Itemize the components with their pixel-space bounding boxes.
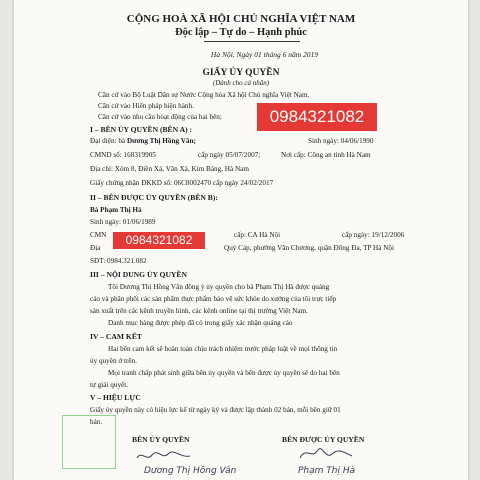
phone-banner: 0984321082 <box>113 232 205 249</box>
party-a-rep-label: Đại diện: bà <box>90 137 126 145</box>
signature-right-scribble <box>296 444 356 464</box>
commit-line: Mọi tranh chấp phát sinh giữa bên ủy quyền và bên được ủy quyền sẽ do hai bên <box>108 369 340 377</box>
party-a-cmnd: CMND số: 168319905 <box>90 151 156 159</box>
party-b-cmnd-prefix: CMN <box>90 231 107 239</box>
document-subtitle: (Dành cho cá nhân) <box>212 79 270 87</box>
signature-right-label: BÊN ĐƯỢC ỦY QUYỀN <box>282 435 365 444</box>
party-a-heading: I – BÊN ỦY QUYỀN (BÊN A) : <box>90 125 193 134</box>
party-b-address-prefix: Địa <box>90 244 101 252</box>
content-line: cáo và phân phối các sản phẩm thực phẩm bảo vệ sức khỏe do xưởng của tôi trực tiếp <box>90 295 337 303</box>
party-a-business-reg: Giấy chứng nhận ĐKKD số: 06C8002470 cấp ngày 24/02/2017 <box>90 179 274 187</box>
party-a-address: Địa chỉ: Xóm 8, Điền Xá, Văn Xá, Kim Bảng, Hà Nam <box>90 165 249 173</box>
validity-line: Giấy ủy quyền này có hiệu lực kể từ ngày ký và được lập thành 02 bản, mỗi bên giữ 01 <box>90 406 341 414</box>
basis-line: Căn cứ vào Bộ Luật Dân sự Nước Cộng hòa Xã hội Chủ nghĩa Việt Nam. <box>98 91 310 99</box>
signature-left-name: Dương Thị Hồng Vân <box>144 466 237 476</box>
validity-line: bản. <box>90 418 103 426</box>
national-title: CỘNG HOÀ XÃ HỘI CHỦ NGHĨA VIỆT NAM <box>126 13 356 25</box>
party-a-dob: Sinh ngày: 04/06/1990 <box>308 137 374 145</box>
party-b-phone: SĐT: 0984.321.082 <box>90 257 147 265</box>
motto-underline <box>204 41 300 42</box>
party-a-rep-name: Dương Thị Hồng Vân; <box>126 137 196 145</box>
party-b-name: Bà Phạm Thị Hà <box>90 206 142 214</box>
party-b-issue-place: cấp: CA Hà Nội <box>234 231 281 239</box>
commit-line: ủy quyền ở trên. <box>90 357 137 365</box>
motto: Độc lập – Tự do – Hạnh phúc <box>175 27 307 38</box>
content-line: Danh mục hàng được phép đã có trong giấy xác nhận quảng cáo <box>108 319 293 327</box>
commit-line: Hai bên cam kết sẽ hoàn toàn chịu trách nhiệm trước pháp luật về mọi thông tin <box>108 345 338 353</box>
document-title: GIẤY ỦY QUYỀN <box>202 68 280 78</box>
party-a-rep <box>90 138 196 145</box>
party-b-issue-date: cấp ngày: 19/12/2006 <box>342 231 405 239</box>
phone-banner: 0984321082 <box>257 103 377 131</box>
content-heading: III – NỘI DUNG ỦY QUYỀN <box>90 270 187 279</box>
signature-left-label: BÊN ỦY QUYỀN <box>132 435 190 444</box>
party-b-heading: II – BÊN ĐƯỢC ỦY QUYỀN (BÊN B): <box>90 193 218 202</box>
signature-left-scribble <box>134 448 194 464</box>
party-a-issue-date: cấp ngày 05/07/2007; <box>198 151 261 159</box>
party-a-issue-place: Nơi cấp: Công an tỉnh Hà Nam <box>281 151 371 159</box>
basis-line: Căn cứ vào Hiến pháp hiện hành. <box>98 102 194 110</box>
place-date: Hà Nội, Ngày 01 tháng 6 năm 2019 <box>210 50 318 59</box>
signature-right-name: Phạm Thị Hà <box>298 466 356 476</box>
basis-line: Căn cứ vào nhu cầu hoạt động của hai bên; <box>98 113 222 121</box>
party-b-dob: Sinh ngày: 01/06/1989 <box>90 218 156 226</box>
document-page <box>14 0 468 480</box>
content-line: Tôi Dương Thị Hồng Vân đồng ý ủy quyền cho bà Phạm Thị Hà được quảng <box>108 283 330 291</box>
commit-line: tự giải quyết. <box>90 381 129 389</box>
validity-heading: V – HIỆU LỰC <box>90 393 141 402</box>
party-b-address: Quý Cáp, phường Văn Chương, quận Đống Đa, TP Hà Nội <box>224 244 394 252</box>
commit-heading: IV – CAM KẾT <box>90 332 142 341</box>
green-frame <box>62 415 116 469</box>
content-line: sản xuất trên các kênh truyền hình, các kênh online tại thị trường Việt Nam. <box>90 307 308 315</box>
